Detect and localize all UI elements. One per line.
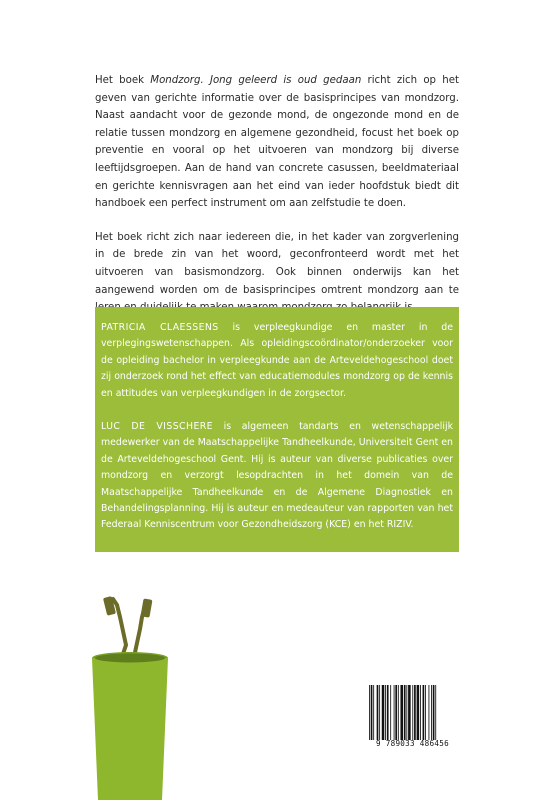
barcode-bar xyxy=(398,685,399,740)
barcode-bar xyxy=(382,685,385,740)
barcode-bar xyxy=(390,685,391,740)
barcode-bar xyxy=(433,685,435,740)
author-bio-text-1: is verpleegkundige en master in de verplegingswetenschappen. Als opleidingscoördinator/onderzoeker voor de opleiding bachelor in verpleegkunde aan de Arteveldehogeschool doet zij onderzoek rond het effect van educatiemodules mondzorg op de kennis en attitudes van verpleegkundigen in de zorgsector. xyxy=(101,322,453,399)
barcode-bars xyxy=(368,685,457,740)
barcode-bar xyxy=(431,685,432,740)
barcode-bar xyxy=(404,685,406,740)
barcode-bar xyxy=(406,685,407,740)
author-bio-text-2: is algemeen tandarts en wetenschappelijk medewerker van de Maatschappelijke Tandheelkunde, Universiteit Gent en de Arteveldehogeschool Gent. Hij is auteur van diverse publicaties over mondzorg en verzorgt lesopdrachten in het domein van de Maatschappelijke Tandheelkunde en de Algemene Diagnostiek en Behandelingsplanning. Hij is auteur en medeauteur van rapporten van het Federaal Kenniscentrum voor Gezondheidszorg (KCE) en het RIZIV. xyxy=(101,421,453,531)
toothbrush-left xyxy=(113,599,126,657)
barcode-bar xyxy=(379,685,380,740)
author-bio-1 xyxy=(101,320,453,402)
author-name-2: LUC DE VISSCHERE xyxy=(101,421,214,433)
barcode-number: 9 789033 486456 xyxy=(375,739,450,748)
barcode-bar xyxy=(394,685,395,740)
intro-p1-start: Het boek xyxy=(95,75,151,86)
barcode-bar xyxy=(412,685,413,740)
intro-paragraph-1 xyxy=(95,72,459,213)
author-bio-2 xyxy=(101,419,453,534)
book-title: Mondzorg. Jong geleerd is oud gedaan xyxy=(150,75,362,86)
barcode-bar xyxy=(420,685,421,740)
author-name-1: PATRICIA CLAESSENS xyxy=(101,322,219,333)
cup-body xyxy=(92,658,168,800)
barcode-bar xyxy=(414,685,416,740)
barcode-bar xyxy=(369,685,370,740)
barcode-bar xyxy=(435,685,436,740)
barcode-bar xyxy=(395,685,397,740)
barcode-bar xyxy=(385,685,386,740)
intro-paragraph-2: Het boek richt zich naar iedereen die, in het kader van zorgverlening in de brede zin van het woord, geconfronteerd wordt met het uitvoeren van basismondzorg. Ook binnen onderwijs kan het aangewend worden om de basisprincipes omtrent mondzorg aan te xyxy=(95,231,459,296)
barcode-bar xyxy=(408,685,411,740)
intro-p1-rest: richt zich op het geven van gerichte informatie over de basisprincipes van mondzorg. Naast aandacht voor de gezonde mond, de ongezonde mond en de relatie tussen mondzorg en algemene gezondheid, focust het boek op preventie en vooral op het uitvoeren van mondzorg bij diverse leeftijdsgroepen. Aan de hand van concrete casussen, beeldmateriaal en gerichte kennisvragen aan het eind van ieder hoofdstuk biedt dit handboek een perfect instrument om aan zelfstudie te doen. xyxy=(95,75,459,210)
toothbrush-cup-illustration xyxy=(90,595,180,800)
barcode-bar xyxy=(423,685,425,740)
barcode-bar xyxy=(429,685,430,740)
barcode-bar xyxy=(377,685,379,740)
author-bio-box xyxy=(95,307,459,552)
barcode-bar xyxy=(400,685,403,740)
barcode-bar xyxy=(425,685,426,740)
toothbrush-cup-icon xyxy=(90,595,180,800)
barcode-bar xyxy=(371,685,373,740)
barcode-bar xyxy=(387,685,389,740)
barcode-bar xyxy=(417,685,420,740)
intro-text xyxy=(95,72,459,333)
barcode xyxy=(365,683,460,753)
toothbrush-right-head xyxy=(140,598,152,617)
cup-opening xyxy=(95,654,165,663)
barcode-bar xyxy=(373,685,374,740)
